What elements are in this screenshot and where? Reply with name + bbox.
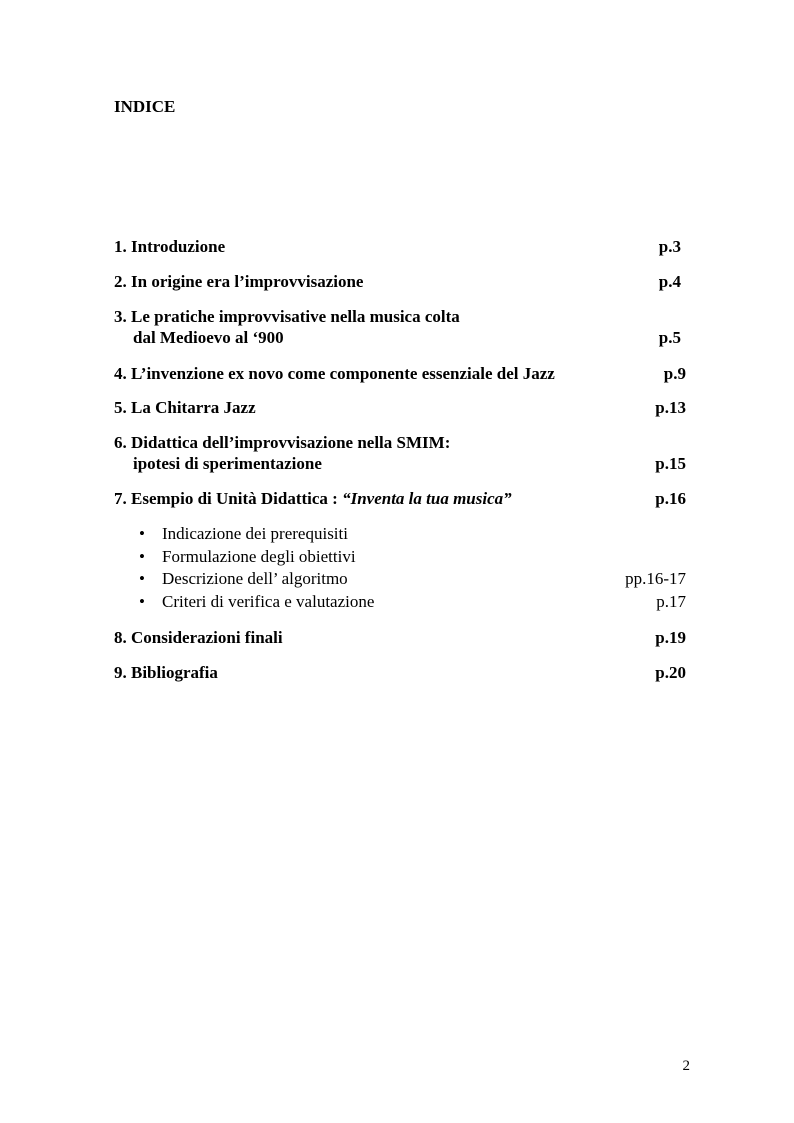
entry-number: 6. (114, 433, 127, 452)
page-number: 2 (682, 1058, 690, 1074)
entry-page: p.5 (658, 328, 681, 347)
subitem-label: Criteri di verifica e valutazione (162, 592, 375, 612)
entry-title: Bibliografia (131, 663, 218, 682)
toc-entry-6 (114, 432, 686, 474)
entry-title-continued: dal Medioevo al ‘900 (133, 328, 284, 347)
entry-title: Didattica dell’improvvisazione nella SMIM: (131, 433, 451, 452)
toc-entry-8 (114, 627, 686, 648)
bullet-icon: • (139, 592, 145, 612)
toc-entry-9 (114, 662, 686, 683)
toc-entry-5 (114, 397, 686, 418)
bullet-icon: • (139, 569, 145, 589)
entry-title: Esempio di Unità Didattica : (131, 489, 343, 508)
entry-title: In origine era l’improvvisazione (131, 272, 364, 291)
entry-page: p.16 (655, 489, 686, 508)
entry-title: La Chitarra Jazz (131, 398, 256, 417)
entry-number: 4. (114, 364, 127, 383)
list-item (114, 591, 686, 614)
entry-title: L’invenzione ex novo come componente essenziale del Jazz (131, 364, 555, 383)
bullet-icon: • (139, 524, 145, 543)
toc-entry-2 (114, 271, 686, 292)
entry-title-continued: ipotesi di sperimentazione (133, 454, 322, 473)
subitem-list (114, 523, 686, 614)
bullet-icon: • (139, 546, 145, 566)
entry-title-italic: “Inventa la tua musica” (342, 489, 512, 508)
entry-number: 1. (114, 237, 127, 256)
entry-page: p.3 (658, 237, 681, 256)
entry-page: p.4 (658, 272, 681, 291)
toc-entry-7 (114, 488, 686, 509)
toc-entry-1 (114, 236, 686, 257)
subitem-page: pp.16-17 (625, 569, 686, 589)
entry-number: 2. (114, 272, 127, 291)
entry-page: p.9 (663, 364, 686, 383)
entry-title: Le pratiche improvvisative nella musica colta (131, 307, 460, 326)
entry-number: 8. (114, 628, 127, 647)
index-title: INDICE (114, 97, 176, 116)
subitem-page: p.17 (656, 592, 686, 612)
entry-number: 3. (114, 307, 127, 326)
subitem-label: Formulazione degli obiettivi (162, 546, 356, 566)
list-item (114, 523, 686, 546)
entry-number: 9. (114, 663, 127, 682)
toc-entry-3 (114, 306, 686, 348)
entry-title: Introduzione (131, 237, 226, 256)
subitem-label: Indicazione dei prerequisiti (162, 524, 348, 543)
toc-entry-4 (114, 363, 686, 384)
subitem-label: Descrizione dell’ algoritmo (162, 569, 348, 589)
entry-page: p.19 (655, 628, 686, 647)
entry-number: 7. (114, 489, 127, 508)
entry-page: p.20 (655, 663, 686, 682)
entry-title: Considerazioni finali (131, 628, 283, 647)
entry-page: p.15 (655, 454, 686, 473)
entry-number: 5. (114, 398, 127, 417)
list-item (114, 546, 686, 569)
list-item (114, 568, 686, 591)
entry-page: p.13 (655, 398, 686, 417)
